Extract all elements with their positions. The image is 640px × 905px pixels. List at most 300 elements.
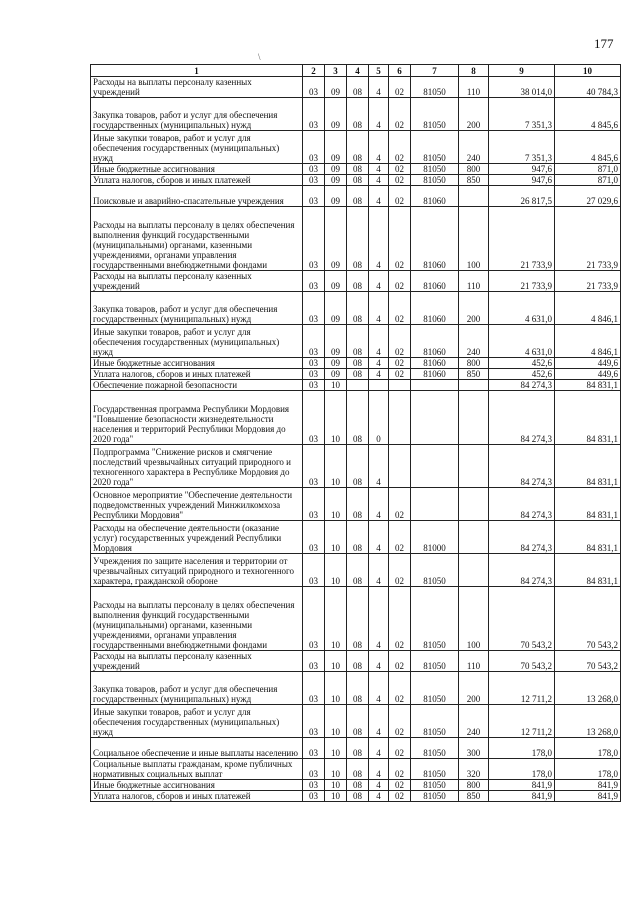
amount-2019-cell: 21 733,9 <box>489 207 555 271</box>
subprogram-cell: 4 <box>369 292 389 325</box>
direction-cell <box>411 445 459 488</box>
subprogram-cell: 4 <box>369 207 389 271</box>
event-cell: 02 <box>389 175 411 186</box>
expense-type-cell: 320 <box>459 759 489 780</box>
subprogram-cell: 4 <box>369 369 389 380</box>
expense-type-cell <box>459 380 489 391</box>
event-cell <box>389 391 411 445</box>
subsection-cell: 09 <box>325 358 347 369</box>
amount-2020-cell: 4 845,6 <box>555 131 621 164</box>
name-cell: Иные бюджетные ассигнования <box>91 358 303 369</box>
event-cell: 02 <box>389 207 411 271</box>
program-cell <box>347 380 369 391</box>
expense-type-cell <box>459 521 489 554</box>
program-cell: 08 <box>347 131 369 164</box>
event-cell: 02 <box>389 98 411 131</box>
header-col-8: 8 <box>459 65 489 77</box>
event-cell: 02 <box>389 738 411 759</box>
table-row <box>91 292 621 325</box>
expense-type-cell: 110 <box>459 77 489 98</box>
table-row <box>91 325 621 358</box>
expense-type-cell: 850 <box>459 791 489 802</box>
subprogram-cell: 4 <box>369 445 389 488</box>
event-cell: 02 <box>389 325 411 358</box>
amount-2020-cell: 4 846,1 <box>555 292 621 325</box>
section-cell: 03 <box>303 651 325 672</box>
name-cell: Обеспечение пожарной безопасности <box>91 380 303 391</box>
direction-cell: 81060 <box>411 369 459 380</box>
expense-type-cell: 110 <box>459 651 489 672</box>
amount-2019-cell: 841,9 <box>489 780 555 791</box>
expense-type-cell: 200 <box>459 672 489 705</box>
section-cell: 03 <box>303 672 325 705</box>
amount-2019-cell: 84 274,3 <box>489 488 555 521</box>
table-body <box>91 77 621 802</box>
section-cell: 03 <box>303 380 325 391</box>
name-cell: Основное мероприятие "Обеспечение деятельности подведомственных учреждений Минжилкомхоза Республики Мордовия" <box>91 488 303 521</box>
program-cell: 08 <box>347 186 369 207</box>
amount-2020-cell: 449,6 <box>555 369 621 380</box>
name-cell: Закупка товаров, работ и услуг для обеспечения государственных (муниципальных) нужд <box>91 672 303 705</box>
direction-cell: 81050 <box>411 738 459 759</box>
table-row <box>91 186 621 207</box>
program-cell: 08 <box>347 325 369 358</box>
event-cell: 02 <box>389 587 411 651</box>
header-col-6: 6 <box>389 65 411 77</box>
amount-2019-cell: 452,6 <box>489 369 555 380</box>
name-cell: Государственная программа Республики Мордовия "Повышение безопасности жизнедеятельности населения и территорий Республики Мордовия до 2020 года" <box>91 391 303 445</box>
subprogram-cell: 4 <box>369 651 389 672</box>
amount-2019-cell: 84 274,3 <box>489 521 555 554</box>
expense-type-cell: 800 <box>459 780 489 791</box>
program-cell: 08 <box>347 705 369 738</box>
section-cell: 03 <box>303 780 325 791</box>
header-col-2: 2 <box>303 65 325 77</box>
table-row <box>91 131 621 164</box>
program-cell: 08 <box>347 98 369 131</box>
subsection-cell: 09 <box>325 325 347 358</box>
amount-2020-cell: 84 831,1 <box>555 521 621 554</box>
scan-mark: \ <box>258 52 261 62</box>
section-cell: 03 <box>303 131 325 164</box>
section-cell: 03 <box>303 164 325 175</box>
amount-2020-cell: 871,0 <box>555 164 621 175</box>
program-cell: 08 <box>347 672 369 705</box>
subsection-cell: 09 <box>325 77 347 98</box>
name-cell: Расходы на выплаты персоналу в целях обеспечения выполнения функций государственными (муниципальными) органами, казенными учреждениями, органами управления государственными внебюджетными фондами <box>91 207 303 271</box>
expense-type-cell <box>459 554 489 587</box>
subprogram-cell: 4 <box>369 131 389 164</box>
subprogram-cell: 4 <box>369 358 389 369</box>
program-cell: 08 <box>347 759 369 780</box>
event-cell: 02 <box>389 521 411 554</box>
subsection-cell: 09 <box>325 98 347 131</box>
section-cell: 03 <box>303 521 325 554</box>
amount-2019-cell: 947,6 <box>489 164 555 175</box>
subsection-cell: 09 <box>325 131 347 164</box>
expense-type-cell: 100 <box>459 587 489 651</box>
amount-2019-cell: 178,0 <box>489 738 555 759</box>
name-cell: Иные закупки товаров, работ и услуг для обеспечения государственных (муниципальных) нужд <box>91 705 303 738</box>
section-cell: 03 <box>303 587 325 651</box>
table-row <box>91 175 621 186</box>
subprogram-cell: 4 <box>369 780 389 791</box>
expense-type-cell <box>459 488 489 521</box>
event-cell: 02 <box>389 77 411 98</box>
event-cell: 02 <box>389 369 411 380</box>
expense-type-cell: 110 <box>459 271 489 292</box>
section-cell: 03 <box>303 554 325 587</box>
program-cell: 08 <box>347 175 369 186</box>
direction-cell <box>411 391 459 445</box>
amount-2020-cell: 449,6 <box>555 358 621 369</box>
name-cell: Уплата налогов, сборов и иных платежей <box>91 175 303 186</box>
section-cell: 03 <box>303 445 325 488</box>
subprogram-cell: 4 <box>369 554 389 587</box>
subsection-cell: 10 <box>325 521 347 554</box>
subprogram-cell: 4 <box>369 738 389 759</box>
name-cell: Иные бюджетные ассигнования <box>91 164 303 175</box>
name-cell: Иные закупки товаров, работ и услуг для обеспечения государственных (муниципальных) нужд <box>91 131 303 164</box>
expense-type-cell <box>459 445 489 488</box>
table-row <box>91 780 621 791</box>
subprogram-cell: 0 <box>369 391 389 445</box>
amount-2019-cell: 7 351,3 <box>489 98 555 131</box>
header-col-5: 5 <box>369 65 389 77</box>
name-cell: Расходы на выплаты персоналу в целях обеспечения выполнения функций государственными (муниципальными) органами, казенными учреждениями, органами управления государственными внебюджетными фондами <box>91 587 303 651</box>
amount-2020-cell: 178,0 <box>555 759 621 780</box>
section-cell: 03 <box>303 705 325 738</box>
subprogram-cell: 4 <box>369 791 389 802</box>
direction-cell: 81050 <box>411 705 459 738</box>
event-cell: 02 <box>389 791 411 802</box>
direction-cell: 81050 <box>411 98 459 131</box>
subsection-cell: 10 <box>325 738 347 759</box>
program-cell: 08 <box>347 554 369 587</box>
expense-type-cell: 800 <box>459 358 489 369</box>
direction-cell: 81050 <box>411 672 459 705</box>
amount-2020-cell: 4 846,1 <box>555 325 621 358</box>
direction-cell: 81000 <box>411 521 459 554</box>
name-cell: Расходы на выплаты персоналу казенных учреждений <box>91 271 303 292</box>
expense-type-cell: 200 <box>459 98 489 131</box>
amount-2020-cell: 13 268,0 <box>555 705 621 738</box>
subprogram-cell: 4 <box>369 271 389 292</box>
section-cell: 03 <box>303 488 325 521</box>
direction-cell: 81050 <box>411 587 459 651</box>
table-row <box>91 358 621 369</box>
direction-cell: 81050 <box>411 175 459 186</box>
section-cell: 03 <box>303 391 325 445</box>
section-cell: 03 <box>303 186 325 207</box>
subsection-cell: 09 <box>325 207 347 271</box>
amount-2020-cell: 21 733,9 <box>555 271 621 292</box>
event-cell: 02 <box>389 759 411 780</box>
subprogram-cell: 4 <box>369 488 389 521</box>
amount-2020-cell: 841,9 <box>555 780 621 791</box>
table-row <box>91 738 621 759</box>
subsection-cell: 10 <box>325 672 347 705</box>
header-col-10: 10 <box>555 65 621 77</box>
page-number: 177 <box>594 36 614 51</box>
event-cell: 02 <box>389 554 411 587</box>
subsection-cell: 10 <box>325 780 347 791</box>
table-row <box>91 488 621 521</box>
section-cell: 03 <box>303 175 325 186</box>
table-row <box>91 554 621 587</box>
section-cell: 03 <box>303 292 325 325</box>
direction-cell: 81060 <box>411 358 459 369</box>
amount-2020-cell: 841,9 <box>555 791 621 802</box>
direction-cell: 81050 <box>411 554 459 587</box>
name-cell: Поисковые и аварийно-спасательные учреждения <box>91 186 303 207</box>
expense-type-cell: 240 <box>459 325 489 358</box>
table-row <box>91 380 621 391</box>
subsection-cell: 10 <box>325 554 347 587</box>
program-cell: 08 <box>347 207 369 271</box>
amount-2019-cell: 38 014,0 <box>489 77 555 98</box>
program-cell: 08 <box>347 358 369 369</box>
name-cell: Расходы на выплаты персоналу казенных учреждений <box>91 77 303 98</box>
program-cell: 08 <box>347 738 369 759</box>
amount-2019-cell: 84 274,3 <box>489 380 555 391</box>
expense-type-cell: 300 <box>459 738 489 759</box>
name-cell: Расходы на выплаты персоналу казенных учреждений <box>91 651 303 672</box>
amount-2020-cell: 178,0 <box>555 738 621 759</box>
table-row <box>91 521 621 554</box>
name-cell: Закупка товаров, работ и услуг для обеспечения государственных (муниципальных) нужд <box>91 292 303 325</box>
expense-type-cell: 850 <box>459 369 489 380</box>
amount-2019-cell: 4 631,0 <box>489 325 555 358</box>
name-cell: Иные бюджетные ассигнования <box>91 780 303 791</box>
amount-2019-cell: 84 274,3 <box>489 391 555 445</box>
name-cell: Подпрограмма "Снижение рисков и смягчение последствий чрезвычайных ситуаций природного и техногенного характера в Республике Мордовия до 2020 года" <box>91 445 303 488</box>
event-cell: 02 <box>389 672 411 705</box>
table-row <box>91 672 621 705</box>
section-cell: 03 <box>303 369 325 380</box>
direction-cell: 81050 <box>411 164 459 175</box>
event-cell: 02 <box>389 780 411 791</box>
event-cell <box>389 445 411 488</box>
table-row <box>91 77 621 98</box>
direction-cell: 81050 <box>411 791 459 802</box>
direction-cell: 81050 <box>411 131 459 164</box>
subprogram-cell: 4 <box>369 98 389 131</box>
header-col-1: 1 <box>91 65 303 77</box>
table-row <box>91 391 621 445</box>
subsection-cell: 09 <box>325 164 347 175</box>
section-cell: 03 <box>303 271 325 292</box>
subprogram-cell: 4 <box>369 521 389 554</box>
amount-2020-cell: 27 029,6 <box>555 186 621 207</box>
table-row <box>91 445 621 488</box>
direction-cell: 81050 <box>411 759 459 780</box>
program-cell: 08 <box>347 488 369 521</box>
amount-2020-cell: 871,0 <box>555 175 621 186</box>
section-cell: 03 <box>303 759 325 780</box>
subprogram-cell: 4 <box>369 759 389 780</box>
amount-2019-cell: 452,6 <box>489 358 555 369</box>
program-cell: 08 <box>347 391 369 445</box>
subsection-cell: 10 <box>325 705 347 738</box>
direction-cell: 81060 <box>411 292 459 325</box>
amount-2020-cell: 13 268,0 <box>555 672 621 705</box>
amount-2020-cell: 84 831,1 <box>555 554 621 587</box>
subsection-cell: 10 <box>325 380 347 391</box>
amount-2020-cell: 4 845,6 <box>555 98 621 131</box>
table-row <box>91 651 621 672</box>
name-cell: Иные закупки товаров, работ и услуг для обеспечения государственных (муниципальных) нужд <box>91 325 303 358</box>
amount-2019-cell: 84 274,3 <box>489 554 555 587</box>
header-col-7: 7 <box>411 65 459 77</box>
program-cell: 08 <box>347 521 369 554</box>
name-cell: Расходы на обеспечение деятельности (оказание услуг) государственных учреждений Республики Мордовия <box>91 521 303 554</box>
direction-cell: 81050 <box>411 77 459 98</box>
event-cell: 02 <box>389 651 411 672</box>
subprogram-cell: 4 <box>369 325 389 358</box>
event-cell: 02 <box>389 186 411 207</box>
expense-type-cell <box>459 186 489 207</box>
table-row <box>91 705 621 738</box>
name-cell: Социальные выплаты гражданам, кроме публичных нормативных социальных выплат <box>91 759 303 780</box>
subsection-cell: 09 <box>325 369 347 380</box>
subsection-cell: 10 <box>325 445 347 488</box>
expense-type-cell: 850 <box>459 175 489 186</box>
table-row <box>91 759 621 780</box>
subsection-cell: 09 <box>325 271 347 292</box>
event-cell: 02 <box>389 358 411 369</box>
budget-table <box>90 64 621 802</box>
header-col-4: 4 <box>347 65 369 77</box>
name-cell: Учреждения по защите населения и территории от чрезвычайных ситуаций природного и техногенного характера, гражданской обороне <box>91 554 303 587</box>
amount-2019-cell: 4 631,0 <box>489 292 555 325</box>
expense-type-cell: 200 <box>459 292 489 325</box>
expense-type-cell <box>459 391 489 445</box>
event-cell: 02 <box>389 488 411 521</box>
amount-2020-cell: 84 831,1 <box>555 488 621 521</box>
table-row <box>91 98 621 131</box>
subprogram-cell: 4 <box>369 587 389 651</box>
event-cell: 02 <box>389 271 411 292</box>
expense-type-cell: 800 <box>459 164 489 175</box>
amount-2020-cell: 40 784,3 <box>555 77 621 98</box>
amount-2019-cell: 12 711,2 <box>489 672 555 705</box>
header-col-3: 3 <box>325 65 347 77</box>
program-cell: 08 <box>347 292 369 325</box>
table-row <box>91 164 621 175</box>
subsection-cell: 10 <box>325 587 347 651</box>
direction-cell: 81050 <box>411 780 459 791</box>
subprogram-cell: 4 <box>369 672 389 705</box>
name-cell: Закупка товаров, работ и услуг для обеспечения государственных (муниципальных) нужд <box>91 98 303 131</box>
amount-2020-cell: 84 831,1 <box>555 445 621 488</box>
section-cell: 03 <box>303 738 325 759</box>
program-cell: 08 <box>347 164 369 175</box>
direction-cell: 81060 <box>411 186 459 207</box>
subprogram-cell: 4 <box>369 705 389 738</box>
section-cell: 03 <box>303 791 325 802</box>
section-cell: 03 <box>303 77 325 98</box>
event-cell <box>389 380 411 391</box>
amount-2019-cell: 70 543,2 <box>489 587 555 651</box>
subprogram-cell: 4 <box>369 175 389 186</box>
table-row <box>91 587 621 651</box>
amount-2020-cell: 84 831,1 <box>555 380 621 391</box>
section-cell: 03 <box>303 207 325 271</box>
header-col-9: 9 <box>489 65 555 77</box>
table-row <box>91 791 621 802</box>
section-cell: 03 <box>303 358 325 369</box>
program-cell: 08 <box>347 77 369 98</box>
program-cell: 08 <box>347 791 369 802</box>
direction-cell: 81060 <box>411 207 459 271</box>
program-cell: 08 <box>347 780 369 791</box>
amount-2020-cell: 84 831,1 <box>555 391 621 445</box>
amount-2019-cell: 70 543,2 <box>489 651 555 672</box>
program-cell: 08 <box>347 445 369 488</box>
program-cell: 08 <box>347 271 369 292</box>
program-cell: 08 <box>347 369 369 380</box>
table-header-row <box>91 65 621 77</box>
subsection-cell: 10 <box>325 759 347 780</box>
name-cell: Уплата налогов, сборов и иных платежей <box>91 369 303 380</box>
direction-cell <box>411 488 459 521</box>
subsection-cell: 10 <box>325 488 347 521</box>
direction-cell <box>411 380 459 391</box>
name-cell: Уплата налогов, сборов и иных платежей <box>91 791 303 802</box>
event-cell: 02 <box>389 705 411 738</box>
amount-2019-cell: 21 733,9 <box>489 271 555 292</box>
amount-2019-cell: 178,0 <box>489 759 555 780</box>
subsection-cell: 10 <box>325 791 347 802</box>
subprogram-cell <box>369 380 389 391</box>
program-cell: 08 <box>347 587 369 651</box>
table-row <box>91 271 621 292</box>
amount-2019-cell: 7 351,3 <box>489 131 555 164</box>
expense-type-cell: 240 <box>459 705 489 738</box>
subsection-cell: 10 <box>325 651 347 672</box>
direction-cell: 81060 <box>411 271 459 292</box>
amount-2019-cell: 84 274,3 <box>489 445 555 488</box>
amount-2019-cell: 12 711,2 <box>489 705 555 738</box>
amount-2020-cell: 70 543,2 <box>555 587 621 651</box>
expense-type-cell: 100 <box>459 207 489 271</box>
section-cell: 03 <box>303 98 325 131</box>
event-cell: 02 <box>389 164 411 175</box>
subprogram-cell: 4 <box>369 186 389 207</box>
subsection-cell: 09 <box>325 292 347 325</box>
amount-2019-cell: 26 817,5 <box>489 186 555 207</box>
table-row <box>91 369 621 380</box>
subsection-cell: 09 <box>325 175 347 186</box>
table-row <box>91 207 621 271</box>
event-cell: 02 <box>389 131 411 164</box>
subsection-cell: 09 <box>325 186 347 207</box>
subprogram-cell: 4 <box>369 164 389 175</box>
name-cell: Социальное обеспечение и иные выплаты населению <box>91 738 303 759</box>
subprogram-cell: 4 <box>369 77 389 98</box>
amount-2020-cell: 21 733,9 <box>555 207 621 271</box>
section-cell: 03 <box>303 325 325 358</box>
expense-type-cell: 240 <box>459 131 489 164</box>
amount-2019-cell: 841,9 <box>489 791 555 802</box>
direction-cell: 81060 <box>411 325 459 358</box>
subsection-cell: 10 <box>325 391 347 445</box>
amount-2020-cell: 70 543,2 <box>555 651 621 672</box>
event-cell: 02 <box>389 292 411 325</box>
amount-2019-cell: 947,6 <box>489 175 555 186</box>
program-cell: 08 <box>347 651 369 672</box>
